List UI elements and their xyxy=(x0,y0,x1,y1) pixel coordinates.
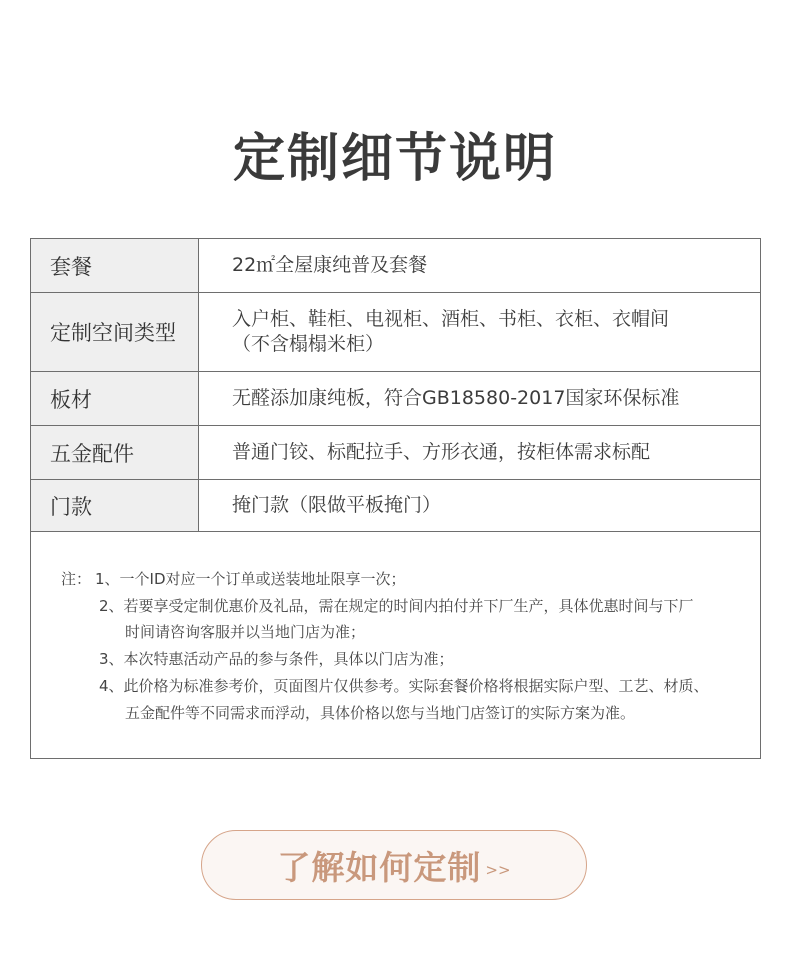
value-line: （不含榻榻米柜） xyxy=(232,333,385,355)
row-label-door: 门款 xyxy=(31,480,199,531)
note-line: 时间请咨询客服并以当地门店为准； xyxy=(125,623,366,641)
row-label-package: 套餐 xyxy=(31,239,199,292)
notes-section xyxy=(31,532,760,758)
double-chevron-right-icon: >> xyxy=(485,861,511,879)
table-row xyxy=(31,480,760,532)
row-value-door xyxy=(199,480,760,531)
row-label-board: 板材 xyxy=(31,372,199,425)
spec-table xyxy=(30,238,761,759)
row-value-board xyxy=(199,372,760,425)
note-line: 五金配件等不同需求而浮动，具体价格以您与当地门店签订的实际方案为准。 xyxy=(125,704,636,722)
note-line: 4、此价格为标准参考价，页面图片仅供参考。实际套餐价格将根据实际户型、工艺、材质、 xyxy=(99,677,709,695)
table-row xyxy=(31,293,760,372)
note-line: 3、本次特惠活动产品的参与条件，具体以门店为准； xyxy=(99,650,454,668)
table-row xyxy=(31,426,760,480)
row-value-space-type xyxy=(199,293,760,371)
row-label-hardware: 五金配件 xyxy=(31,426,199,479)
note-line: 2、若要享受定制优惠价及礼品，需在规定的时间内拍付并下厂生产，具体优惠时间与下厂 xyxy=(99,597,694,615)
value-line: 掩门款（限做平板掩门） xyxy=(232,494,442,516)
row-label-space-type: 定制空间类型 xyxy=(31,293,199,371)
value-line: 普通门铰、标配拉手、方形衣通，按柜体需求标配 xyxy=(232,441,651,463)
value-line: 22㎡全屋康纯普及套餐 xyxy=(232,254,428,276)
note-line: 1、一个ID对应一个订单或送装地址限享一次； xyxy=(95,570,406,588)
table-row xyxy=(31,239,760,293)
cta-label: 了解如何定制 xyxy=(277,847,482,887)
notes-prefix: 注： xyxy=(61,570,92,588)
row-value-hardware xyxy=(199,426,760,479)
table-row xyxy=(31,372,760,426)
page-title: 定制细节说明 xyxy=(232,129,557,189)
value-line: 入户柜、鞋柜、电视柜、酒柜、书柜、衣柜、衣帽间 xyxy=(232,308,670,330)
row-value-package xyxy=(199,239,760,292)
learn-customization-button[interactable] xyxy=(201,830,587,900)
value-line: 无醛添加康纯板，符合GB18580-2017国家环保标准 xyxy=(232,387,680,409)
